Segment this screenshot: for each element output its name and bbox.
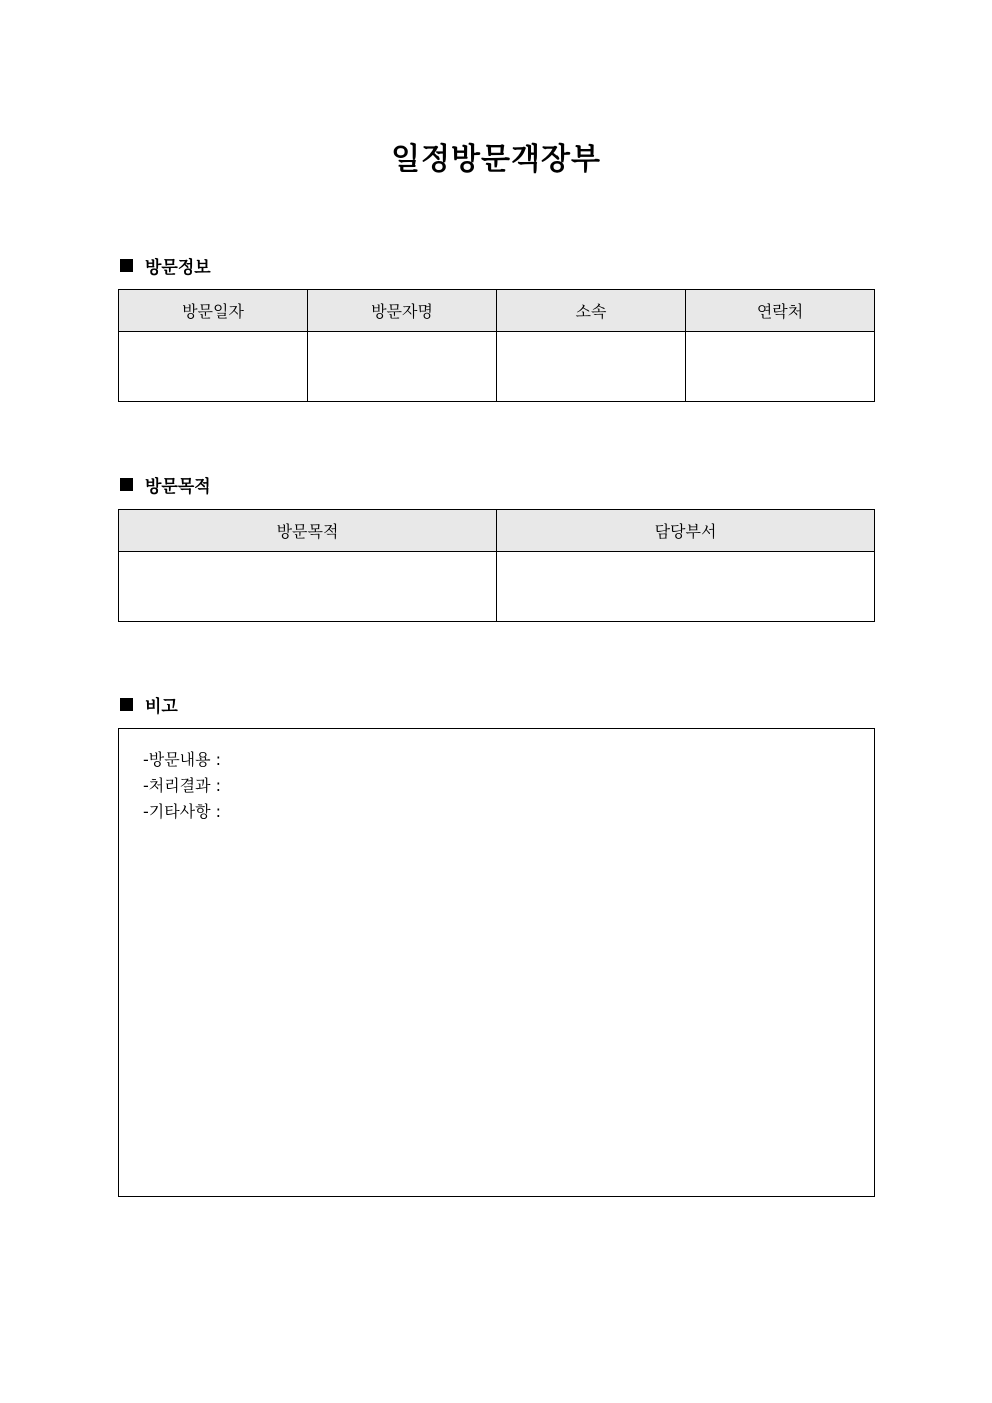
purpose-cell[interactable] [119,552,497,622]
visit-info-table [118,289,875,402]
square-bullet-icon [120,478,133,491]
section-title: 방문정보 [145,257,211,278]
remarks-lines [143,747,221,825]
column-header-visit-date: 방문일자 [119,290,308,332]
column-header-contact: 연락처 [686,290,875,332]
remarks-line-other: -기타사항 : [143,802,222,821]
table-header-row [119,290,875,332]
table-row [119,552,875,622]
page-title: 일정방문객장부 [391,142,601,177]
square-bullet-icon [120,259,133,272]
column-header-department: 담당부서 [497,510,875,552]
section-title: 방문목적 [145,476,211,497]
visit-purpose-table [118,509,875,622]
visit-date-cell[interactable] [119,332,308,402]
section-heading-visit-purpose [120,473,211,495]
remarks-line-result: -처리결과 : [143,776,222,795]
square-bullet-icon [120,698,133,711]
visitor-name-cell[interactable] [308,332,497,402]
section-heading-remarks [120,693,178,715]
remarks-box[interactable] [118,728,875,1197]
department-cell[interactable] [497,552,875,622]
contact-cell[interactable] [686,332,875,402]
column-header-purpose: 방문목적 [119,510,497,552]
table-header-row [119,510,875,552]
column-header-affiliation: 소속 [497,290,686,332]
table-row [119,332,875,402]
section-title: 비고 [145,696,178,717]
section-heading-visit-info [120,254,211,276]
column-header-visitor-name: 방문자명 [308,290,497,332]
affiliation-cell[interactable] [497,332,686,402]
remarks-line-visit-content: -방문내용 : [143,750,222,769]
